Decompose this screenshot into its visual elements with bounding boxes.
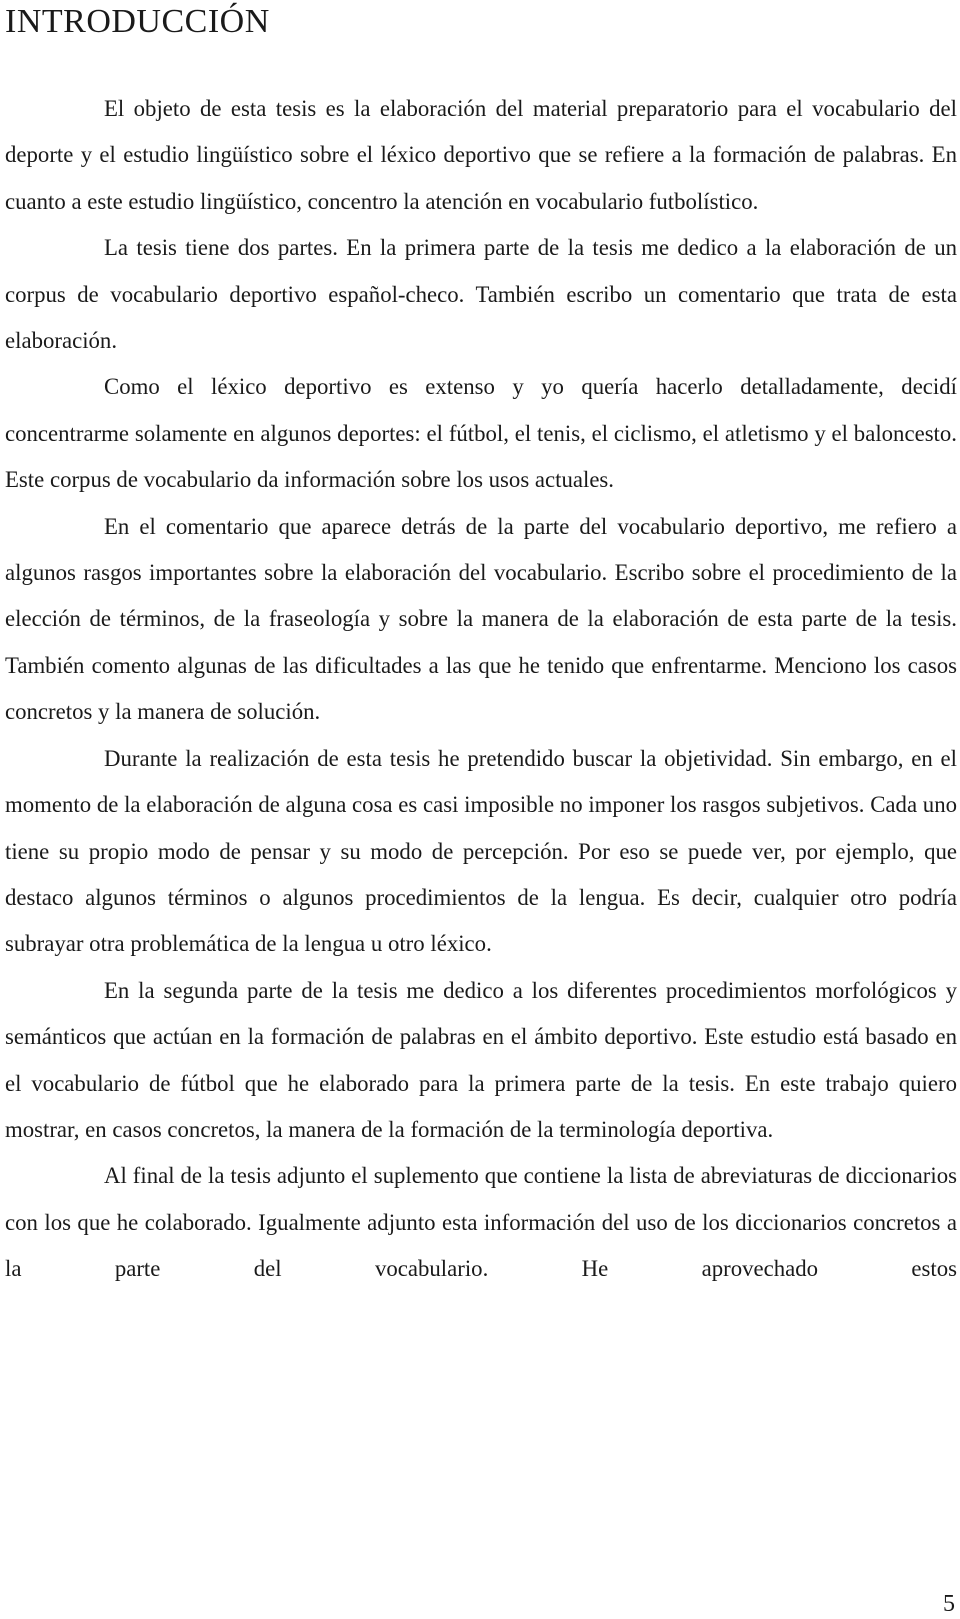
page-number: 5 xyxy=(943,1591,955,1617)
body-text xyxy=(5,86,957,1293)
paragraph-7: Al final de la tesis adjunto el suplemento que contiene la lista de abreviaturas de diccionarios con los que he colaborado. Igualmente adjunto esta información del uso de los diccionarios concretos a la parte del vocabulario. He aprovechado estos xyxy=(5,1163,957,1282)
paragraph-2: La tesis tiene dos partes. En la primera parte de la tesis me dedico a la elaboración de un corpus de vocabulario deportivo español-checo. También escribo un comentario que trata de esta elaboración. xyxy=(5,235,957,354)
section-heading: INTRODUCCIÓN xyxy=(5,3,270,40)
paragraph-6: En la segunda parte de la tesis me dedico a los diferentes procedimientos morfológicos y semánticos que actúan en la formación de palabras en el ámbito deportivo. Este estudio está basado en el vocabulario de fútbol que he elaborado para la primera parte de la tesis. En este trabajo quiero mostrar, en casos concretos, la manera de la formación de la terminología deportiva. xyxy=(5,977,957,1142)
paragraph-3: Como el léxico deportivo es extenso y yo quería hacerlo detalladamente, decidí concentrarme solamente en algunos deportes: el fútbol, el tenis, el ciclismo, el atletismo y el baloncesto. Este corpus de vocabulario da información sobre los usos actuales. xyxy=(5,374,957,493)
paragraph-1: El objeto de esta tesis es la elaboración del material preparatorio para el vocabulario del deporte y el estudio lingüístico sobre el léxico deportivo que se refiere a la formación de palabras. En cuanto a este estudio lingüístico, concentro la atención en vocabulario futbolístico. xyxy=(5,96,957,214)
paragraph-5: Durante la realización de esta tesis he pretendido buscar la objetividad. Sin embargo, en el momento de la elaboración de alguna cosa es casi imposible no imponer los rasgos subjetivos. Cada uno tiene su propio modo de pensar y su modo de percepción. Por eso se puede ver, por ejemplo, que destaco algunos términos o algunos procedimientos de la lengua. Es decir, cualquier otro podría subrayar otra problemática de la lengua u otro léxico. xyxy=(5,745,957,957)
paragraph-4: En el comentario que aparece detrás de la parte del vocabulario deportivo, me refiero a algunos rasgos importantes sobre la elaboración del vocabulario. Escribo sobre el procedimiento de la elección de términos, de la fraseología y sobre la manera de la elaboración de esta parte de la tesis. También comento algunas de las dificultades a las que he tenido que enfrentarme. Menciono los casos concretos y la manera de solución. xyxy=(5,513,957,725)
